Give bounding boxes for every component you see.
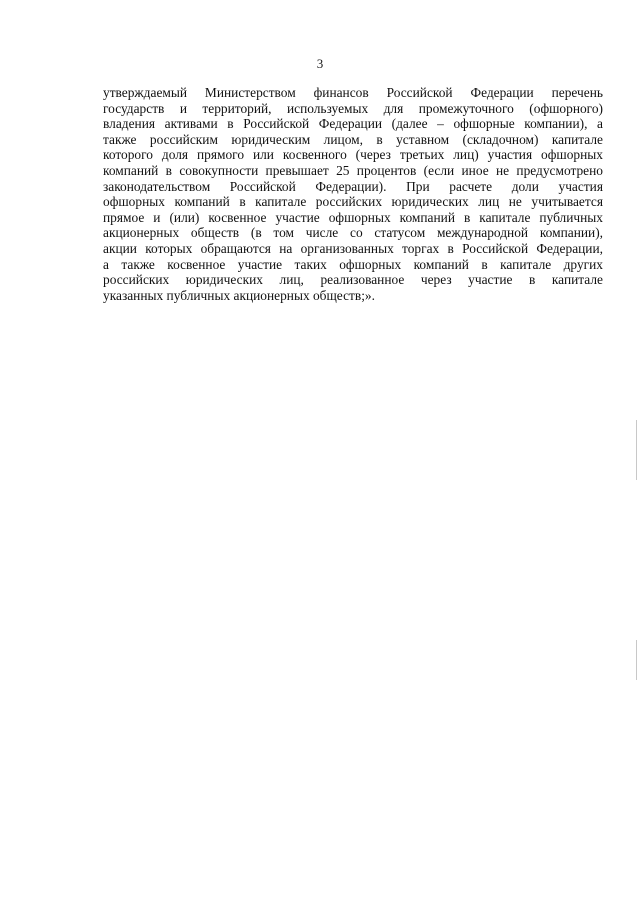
text-line: утверждаемый Министерством финансов Российской Федерации перечень — [103, 85, 603, 100]
scan-edge-mark — [636, 640, 637, 680]
text-line: законодательством Российской Федерации). При расчете доли участия — [103, 178, 603, 194]
text-line: офшорных компаний в капитале российских юридических лиц не учитывается — [103, 194, 603, 210]
text-line: указанных публичных акционерных обществ;». — [103, 287, 375, 303]
text-line: владения активами в Российской Федерации (далее – офшорные компании), а — [103, 116, 603, 132]
text-line: российских юридических лиц, реализованное через участие в капитале — [103, 272, 603, 288]
text-line: также российским юридическим лицом, в уставном (складочном) капитале — [103, 131, 603, 147]
page-number: 3 — [316, 56, 324, 71]
text-line: которого доля прямого или косвенного (через третьих лиц) участия офшорных — [103, 147, 603, 163]
text-line: акционерных обществ (в том числе со статусом международной компании), — [103, 225, 603, 241]
text-line: прямое и (или) косвенное участие офшорных компаний в капитале публичных — [103, 209, 603, 225]
text-line: а также косвенное участие таких офшорных компаний в капитале других — [103, 256, 603, 272]
text-line: государств и территорий, используемых для промежуточного (офшорного) — [103, 100, 603, 116]
text-line: акции которых обращаются на организованных торгах в Российской Федерации, — [103, 240, 603, 256]
scan-edge-mark — [636, 420, 637, 480]
text-line: компаний в совокупности превышает 25 процентов (если иное не предусмотрено — [103, 162, 603, 178]
body-paragraph — [103, 85, 603, 303]
